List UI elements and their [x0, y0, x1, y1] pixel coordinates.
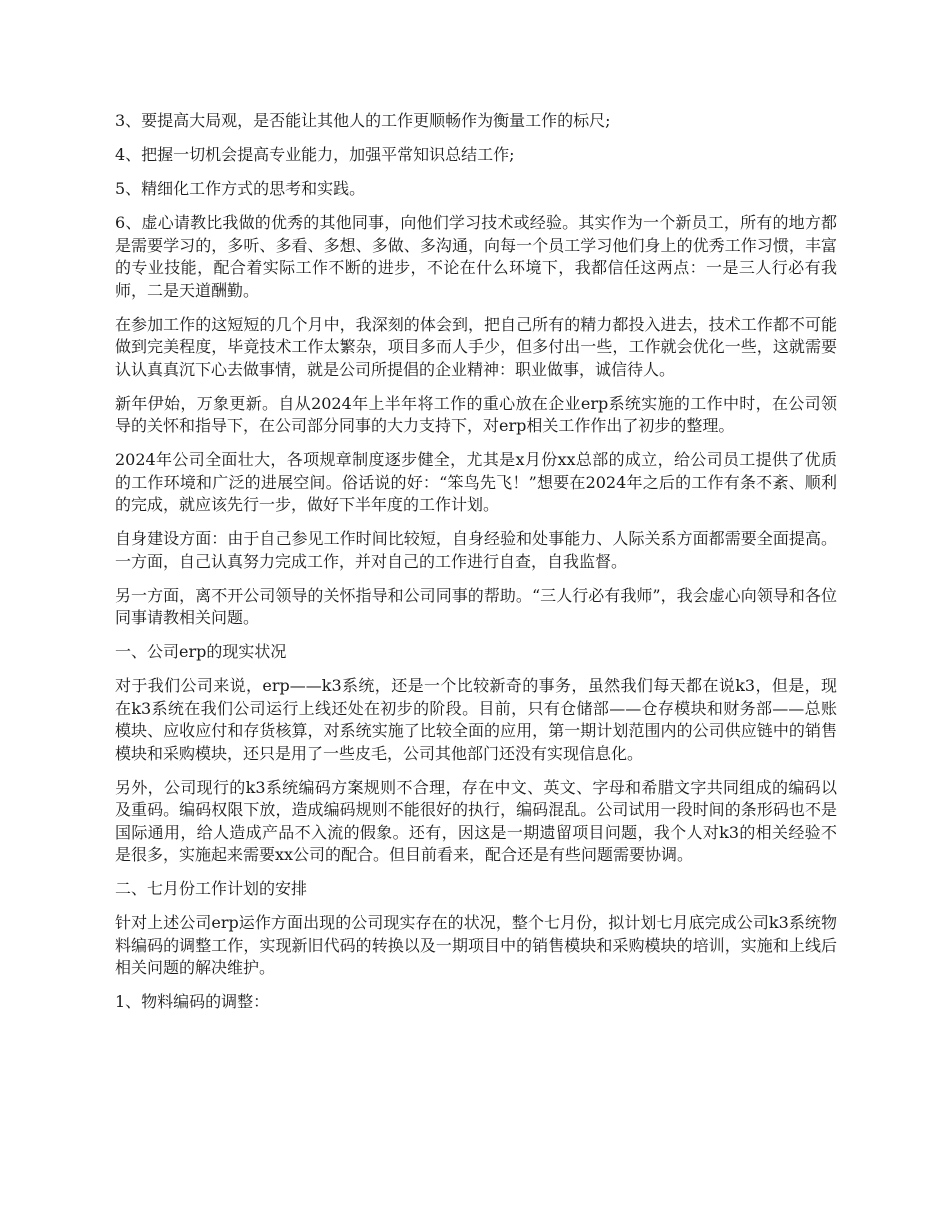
section-heading-erp-status: 一、公司erp的现实状况 [115, 642, 287, 661]
paragraph-self-building: 自身建设方面：由于自己参见工作时间比较短，自身经验和处事能力、人际关系方面都需要全面提高。一方面，自己认真努力完成工作，并对自己的工作进行自查，自我监督。 [115, 529, 837, 571]
paragraph-other-side: 另一方面，离不开公司领导的关怀指导和公司同事的帮助。“三人行必有我师”，我会虚心向领导和各位同事请教相关问题。 [115, 585, 837, 627]
paragraph-july-plan: 针对上述公司erp运作方面出现的公司现实存在的状况，整个七月份，拟计划七月底完成公司k3系统物料编码的调整工作，实现新旧代码的转换以及一期项目中的销售模块和采购模块的培训，实施和上线后相关问题的解决维护。 [115, 913, 837, 977]
section-heading-july-plan: 二、七月份工作计划的安排 [115, 879, 308, 898]
paragraph-erp-status: 对于我们公司来说，erp——k3系统，还是一个比较新奇的事务，虽然我们每天都在说k3，但是，现在k3系统在我们公司运行上线还处在初步的阶段。目前，只有仓储部——仓存模块和财务部——总账模块、应收应付和存货核算，对系统实施了比较全面的应用，第一期计划范围内的公司供应链中的销售模块和采购模块，还只是用了一些皮毛，公司其他部门还没有实现信息化。 [115, 676, 837, 763]
paragraph-item-3: 3、要提高大局观，是否能让其他人的工作更顺畅作为衡量工作的标尺; [115, 111, 611, 130]
paragraph-new-year: 新年伊始，万象更新。自从2024年上半年将工作的重心放在企业erp系统实施的工作中时，在公司领导的关怀和指导下，在公司部分同事的大力支持下，对erp相关工作作出了初步的整理。 [115, 393, 837, 435]
subheading-material-coding: 1、物料编码的调整： [115, 992, 270, 1011]
paragraph-item-4: 4、把握一切机会提高专业能力，加强平常知识总结工作; [115, 145, 515, 164]
paragraph-company-growth: 2024年公司全面壮大，各项规章制度逐步健全，尤其是x月份xx总部的成立，给公司员工提供了优质的工作环境和广泛的进展空间。俗话说的好：“笨鸟先飞！”想要在2024年之后的工作有条不紊、顺利的完成，就应该先行一步，做好下半年度的工作计划。 [115, 450, 837, 514]
paragraph-coding-issues: 另外，公司现行的k3系统编码方案规则不合理，存在中文、英文、字母和希腊文字共同组成的编码以及重码。编码权限下放，造成编码规则不能很好的执行，编码混乱。公司试用一段时间的条形码也不是国际通用，给人造成产品不入流的假象。还有，因这是一期遗留项目问题，我个人对k3的相关经验不是很多，实施起来需要xx公司的配合。但目前看来，配合还是有些问题需要协调。 [115, 777, 837, 864]
paragraph-experience: 在参加工作的这短短的几个月中，我深刻的体会到，把自己所有的精力都投入进去，技术工作都不可能做到完美程度，毕竟技术工作太繁杂，项目多而人手少，但多付出一些，工作就会优化一些，这就需要认认真真沉下心去做事情，就是公司所提倡的企业精神：职业做事，诚信待人。 [115, 314, 837, 379]
paragraph-item-6: 6、虚心请教比我做的优秀的其他同事，向他们学习技术或经验。其实作为一个新员工，所有的地方都是需要学习的，多听、多看、多想、多做、多沟通，向每一个员工学习他们身上的优秀工作习惯，丰富的专业技能，配合着实际工作不断的进步，不论在什么环境下，我都信任这两点：一是三人行必有我师，二是天道酬勤。 [115, 213, 837, 300]
paragraph-item-5: 5、精细化工作方式的思考和实践。 [115, 179, 366, 198]
document-page [115, 110, 837, 1025]
